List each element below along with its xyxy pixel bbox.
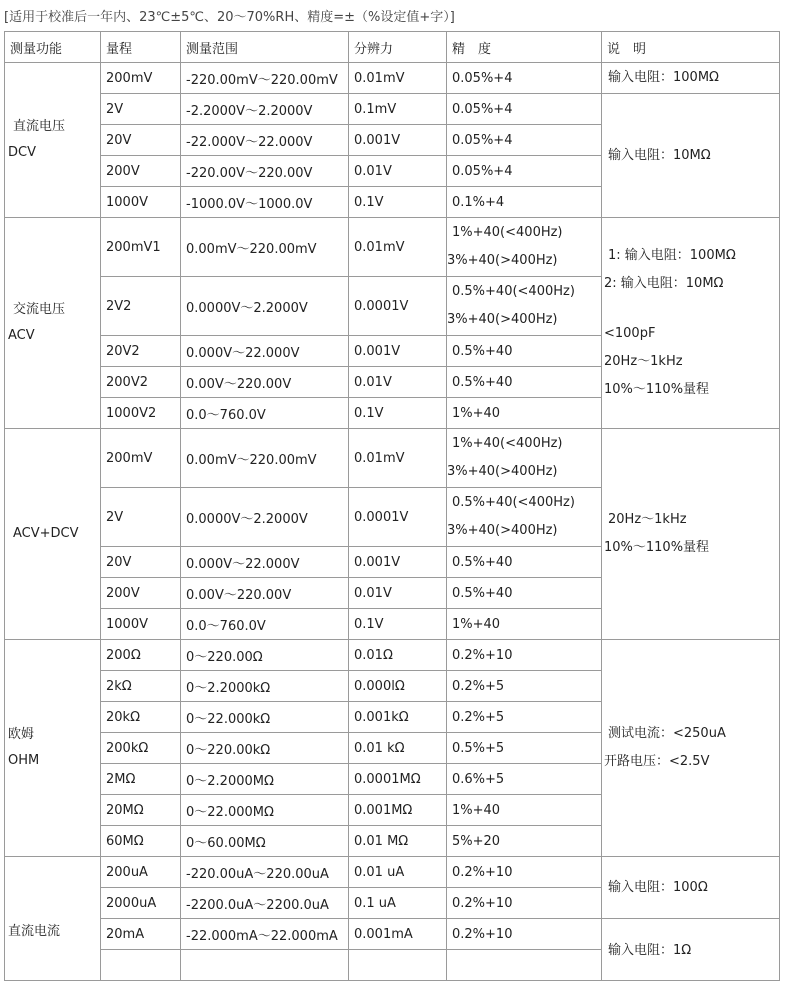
desc-cell bbox=[602, 640, 780, 857]
accuracy-line: 1%+40(<400Hz) bbox=[452, 436, 563, 451]
func-dcv-name: 直流电压 bbox=[13, 119, 66, 134]
span-cell: 0.00mV～220.00mV bbox=[181, 429, 349, 488]
accuracy-cell: 0.6%+5 bbox=[447, 764, 602, 795]
desc-text: 10%～110%量程 bbox=[604, 540, 710, 555]
span-cell: 0～22.000MΩ bbox=[181, 795, 349, 826]
accuracy-cell: 0.1%+4 bbox=[447, 187, 602, 218]
span-cell: -22.000V～22.000V bbox=[181, 125, 349, 156]
table-row bbox=[5, 640, 780, 671]
desc-text: 开路电压：<2.5V bbox=[604, 754, 710, 769]
desc-text: 输入电阻：100MΩ bbox=[608, 70, 719, 85]
accuracy-cell: 0.5%+5 bbox=[447, 733, 602, 764]
span-cell: -22.000mA～22.000mA bbox=[181, 919, 349, 950]
range-cell: 2V bbox=[101, 488, 181, 547]
func-acv-name: 交流电压 bbox=[13, 302, 66, 317]
resolution-cell: 0.01 kΩ bbox=[349, 733, 447, 764]
resolution-cell: 0.1 uA bbox=[349, 888, 447, 919]
header-func: 测量功能 bbox=[5, 32, 101, 63]
resolution-cell: 0.1mV bbox=[349, 94, 447, 125]
desc-text: 输入电阻：100Ω bbox=[608, 879, 708, 895]
desc-text: 测试电流：<250uA bbox=[608, 726, 726, 741]
header-span: 测量范围 bbox=[181, 32, 349, 63]
range-cell: 200V2 bbox=[101, 367, 181, 398]
range-cell: 2MΩ bbox=[101, 764, 181, 795]
span-cell: 0.000V～22.000V bbox=[181, 547, 349, 578]
range-cell: 200V bbox=[101, 578, 181, 609]
range-cell: 20V bbox=[101, 125, 181, 156]
desc-text: <100pF bbox=[604, 326, 656, 341]
desc-cell bbox=[602, 94, 780, 218]
resolution-cell: 0.01V bbox=[349, 367, 447, 398]
table-header-row bbox=[5, 32, 780, 63]
resolution-cell: 0.001MΩ bbox=[349, 795, 447, 826]
resolution-cell: 0.001V bbox=[349, 547, 447, 578]
resolution-cell: 0.1V bbox=[349, 187, 447, 218]
accuracy-cell: 0.2%+10 bbox=[447, 919, 602, 950]
func-acdc-name: ACV+DCV bbox=[13, 526, 79, 541]
accuracy-cell: 0.5%+40 bbox=[447, 547, 602, 578]
table-row bbox=[5, 94, 780, 125]
desc-cell bbox=[602, 218, 780, 429]
span-cell: 0～2.2000MΩ bbox=[181, 764, 349, 795]
span-cell: 0.0000V～2.2000V bbox=[181, 488, 349, 547]
span-cell: 0～2.2000kΩ bbox=[181, 671, 349, 702]
span-cell: -220.00V～220.00V bbox=[181, 156, 349, 187]
span-cell: -220.00uA～220.00uA bbox=[181, 857, 349, 888]
desc-text: 1: 输入电阻：100MΩ bbox=[608, 248, 736, 263]
accuracy-line: 3%+40(>400Hz) bbox=[447, 312, 558, 327]
span-cell: 0～22.000kΩ bbox=[181, 702, 349, 733]
table-row bbox=[5, 857, 780, 888]
span-cell: 0.0～760.0V bbox=[181, 609, 349, 640]
span-cell: 0.0～760.0V bbox=[181, 398, 349, 429]
accuracy-cell bbox=[447, 218, 602, 277]
desc-text: 输入电阻：10MΩ bbox=[608, 147, 711, 163]
range-cell: 2V bbox=[101, 94, 181, 125]
desc-text: 10%～110%量程 bbox=[604, 382, 710, 397]
resolution-cell: 0.001kΩ bbox=[349, 702, 447, 733]
desc-cell bbox=[602, 919, 780, 981]
accuracy-cell: 1%+40 bbox=[447, 795, 602, 826]
resolution-cell: 0.01V bbox=[349, 578, 447, 609]
accuracy-cell: 0.05%+4 bbox=[447, 63, 602, 94]
range-cell: 2000uA bbox=[101, 888, 181, 919]
range-cell: 20V2 bbox=[101, 336, 181, 367]
range-cell: 200mV bbox=[101, 429, 181, 488]
func-ohm bbox=[5, 640, 101, 857]
table-row bbox=[5, 919, 780, 950]
resolution-cell: 0.000lΩ bbox=[349, 671, 447, 702]
span-cell: 0.0000V～2.2000V bbox=[181, 277, 349, 336]
resolution-cell: 0.01mV bbox=[349, 429, 447, 488]
accuracy-line: 3%+40(>400Hz) bbox=[447, 523, 558, 538]
accuracy-line: 3%+40(>400Hz) bbox=[447, 464, 558, 479]
resolution-cell: 0.0001V bbox=[349, 488, 447, 547]
accuracy-cell: 0.2%+10 bbox=[447, 857, 602, 888]
accuracy-cell: 0.05%+4 bbox=[447, 94, 602, 125]
header-resolution: 分辨力 bbox=[349, 32, 447, 63]
table-row bbox=[5, 429, 780, 488]
range-cell: 1000V bbox=[101, 187, 181, 218]
span-cell: 0.00V～220.00V bbox=[181, 367, 349, 398]
accuracy-cell: 0.5%+40 bbox=[447, 367, 602, 398]
span-cell: 0～220.00kΩ bbox=[181, 733, 349, 764]
accuracy-cell bbox=[447, 429, 602, 488]
range-cell: 200Ω bbox=[101, 640, 181, 671]
desc-cell bbox=[602, 429, 780, 640]
spec-table bbox=[4, 31, 780, 981]
accuracy-cell: 5%+20 bbox=[447, 826, 602, 857]
accuracy-cell: 0.05%+4 bbox=[447, 125, 602, 156]
range-cell: 1000V2 bbox=[101, 398, 181, 429]
resolution-cell: 0.01 uA bbox=[349, 857, 447, 888]
header-accuracy: 精 度 bbox=[447, 32, 602, 63]
accuracy-cell: 0.5%+40 bbox=[447, 336, 602, 367]
resolution-cell: 0.01mV bbox=[349, 63, 447, 94]
accuracy-cell bbox=[447, 488, 602, 547]
resolution-cell bbox=[349, 950, 447, 981]
desc-text: 2: 输入电阻：10MΩ bbox=[604, 276, 724, 291]
resolution-cell: 0.001mA bbox=[349, 919, 447, 950]
accuracy-line: 1%+40(<400Hz) bbox=[452, 225, 563, 240]
span-cell: 0.00V～220.00V bbox=[181, 578, 349, 609]
resolution-cell: 0.1V bbox=[349, 398, 447, 429]
range-cell: 200uA bbox=[101, 857, 181, 888]
accuracy-cell: 1%+40 bbox=[447, 398, 602, 429]
desc-cell bbox=[602, 857, 780, 919]
accuracy-cell bbox=[447, 950, 602, 981]
desc-text: 20Hz～1kHz bbox=[604, 354, 683, 369]
func-dci-name: 直流电流 bbox=[8, 924, 61, 939]
resolution-cell: 0.0001MΩ bbox=[349, 764, 447, 795]
range-cell: 2V2 bbox=[101, 277, 181, 336]
accuracy-cell: 0.05%+4 bbox=[447, 156, 602, 187]
resolution-cell: 0.01 MΩ bbox=[349, 826, 447, 857]
func-acv-unit: ACV bbox=[8, 328, 35, 343]
range-cell: 20mA bbox=[101, 919, 181, 950]
range-cell: 1000V bbox=[101, 609, 181, 640]
header-range: 量程 bbox=[101, 32, 181, 63]
range-cell: 200kΩ bbox=[101, 733, 181, 764]
func-dcv bbox=[5, 63, 101, 218]
span-cell: 0～60.00MΩ bbox=[181, 826, 349, 857]
span-cell: 0.00mV～220.00mV bbox=[181, 218, 349, 277]
accuracy-cell: 0.2%+5 bbox=[447, 702, 602, 733]
resolution-cell: 0.01V bbox=[349, 156, 447, 187]
range-cell: 60MΩ bbox=[101, 826, 181, 857]
resolution-cell: 0.001V bbox=[349, 125, 447, 156]
func-ohm-name: 欧姆 bbox=[8, 727, 35, 742]
accuracy-line: 3%+40(>400Hz) bbox=[447, 253, 558, 268]
func-acv bbox=[5, 218, 101, 429]
accuracy-cell: 1%+40 bbox=[447, 609, 602, 640]
desc-cell bbox=[602, 63, 780, 94]
table-row bbox=[5, 218, 780, 277]
accuracy-line: 0.5%+40(<400Hz) bbox=[452, 284, 575, 299]
resolution-cell: 0.01Ω bbox=[349, 640, 447, 671]
resolution-cell: 0.01mV bbox=[349, 218, 447, 277]
resolution-cell: 0.001V bbox=[349, 336, 447, 367]
span-cell: 0～220.00Ω bbox=[181, 640, 349, 671]
func-ohm-unit: OHM bbox=[8, 753, 40, 768]
func-dcv-unit: DCV bbox=[8, 145, 36, 160]
accuracy-cell: 0.5%+40 bbox=[447, 578, 602, 609]
table-row bbox=[5, 63, 780, 94]
range-cell bbox=[101, 950, 181, 981]
accuracy-cell: 0.2%+10 bbox=[447, 888, 602, 919]
range-cell: 200mV bbox=[101, 63, 181, 94]
range-cell: 20kΩ bbox=[101, 702, 181, 733]
header-desc: 说 明 bbox=[602, 32, 780, 63]
range-cell: 2kΩ bbox=[101, 671, 181, 702]
span-cell bbox=[181, 950, 349, 981]
desc-text: 输入电阻：1Ω bbox=[608, 943, 692, 958]
func-dci bbox=[5, 857, 101, 981]
desc-text: 20Hz～1kHz bbox=[608, 512, 687, 527]
resolution-cell: 0.1V bbox=[349, 609, 447, 640]
accuracy-line: 0.5%+40(<400Hz) bbox=[452, 495, 575, 510]
span-cell: -2200.0uA～2200.0uA bbox=[181, 888, 349, 919]
span-cell: -220.00mV～220.00mV bbox=[181, 63, 349, 94]
accuracy-cell: 0.2%+10 bbox=[447, 640, 602, 671]
func-acdc bbox=[5, 429, 101, 640]
span-cell: 0.000V～22.000V bbox=[181, 336, 349, 367]
range-cell: 20MΩ bbox=[101, 795, 181, 826]
table-note: [适用于校准后一年内、23℃±5℃、20～70%RH、精度=±（%设定值+字）] bbox=[4, 10, 455, 25]
resolution-cell: 0.0001V bbox=[349, 277, 447, 336]
range-cell: 200mV1 bbox=[101, 218, 181, 277]
span-cell: -2.2000V～2.2000V bbox=[181, 94, 349, 125]
span-cell: -1000.0V～1000.0V bbox=[181, 187, 349, 218]
range-cell: 20V bbox=[101, 547, 181, 578]
accuracy-cell bbox=[447, 277, 602, 336]
range-cell: 200V bbox=[101, 156, 181, 187]
accuracy-cell: 0.2%+5 bbox=[447, 671, 602, 702]
